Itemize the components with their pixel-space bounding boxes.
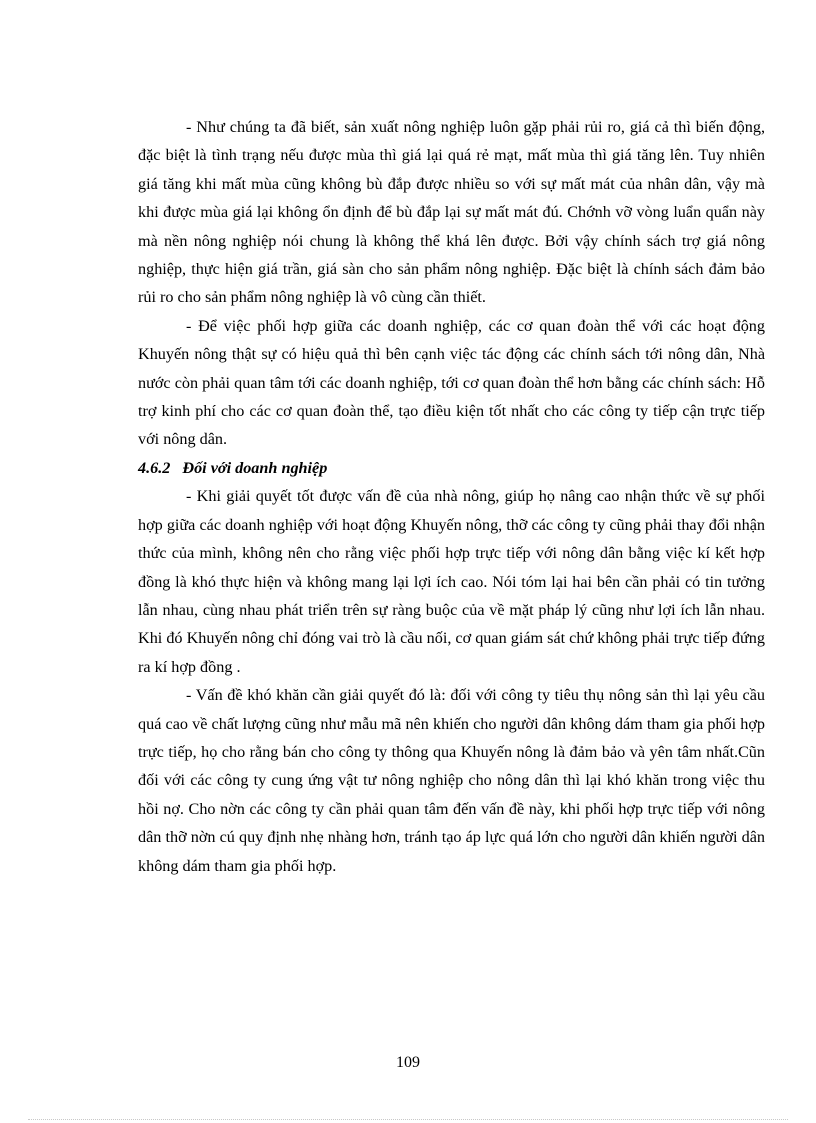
bottom-divider — [28, 1119, 788, 1120]
paragraph-agricultural-risk: - Như chúng ta đã biết, sản xuất nông nghiệp luôn gặp phải rủi ro, giá cả thì biến động, đặc biệt là tình trạng nếu được mùa thì giá lại quá rẻ mạt, mất mùa thì giá tăng lên. Tuy nhiên giá tăng khi mất mùa cũng không bù đắp được nhiều so với sự mất mát của nhân dân, vậy mà khi được mùa giá lại không ổn định để bù đắp lại sự mất mát đú. Chớnh vỡ vòng luẩn quẩn này mà nền nông nghiệp nói chung là không thể khá lên được. Bởi vậy chính sách trợ giá nông nghiệp, thực hiện giá trần, giá sàn cho sản phẩm nông nghiệp. Đặc biệt là chính sách đảm bảo rủi ro cho sản phẩm nông nghiệp là vô cùng cần thiết. — [138, 118, 765, 307]
section-heading — [138, 454, 765, 482]
section-number: 4.6.2 — [138, 458, 171, 477]
document-body — [138, 113, 765, 880]
paragraph-state-support-policy: - Để việc phối hợp giữa các doanh nghiệp, các cơ quan đoàn thể với các hoạt động Khuyến nông thật sự có hiệu quả thì bên cạnh việc tác động các chính sách tới nông dân, Nhà nước còn phải quan tâm tới các doanh nghiệp, tới cơ quan đoàn thể hơn bằng các chính sách: Hỗ trợ kinh phí cho các cơ quan đoàn thể, tạo điều kiện tốt nhất cho các công ty tiếp cận trực tiếp với nông dân. — [138, 316, 765, 449]
page-number: 109 — [396, 1054, 420, 1071]
paragraph-difficulties: - Vấn đề khó khăn cần giải quyết đó là: đối với công ty tiêu thụ nông sản thì lại yêu cầu quá cao về chất lượng cũng như mẫu mã nên khiến cho người dân không dám tham gia phối hợp trực tiếp, họ cho rằng bán cho công ty thông qua Khuyến nông là đảm bảo và yên tâm nhất.Cũn đối với các công ty cung ứng vật tư nông nghiệp cho nông dân thì lại khó khăn trong việc thu hồi nợ. Cho nờn các công ty cần phải quan tâm đến vấn đề này, khi phối hợp trực tiếp với nông dân thỡ nờn cú quy định nhẹ nhàng hơn, tránh tạo áp lực quá lớn cho người dân khiến người dân không dám tham gia phối hợp. — [138, 686, 765, 875]
paragraph-business-awareness: - Khi giải quyết tốt được vấn đề của nhà nông, giúp họ nâng cao nhận thức về sự phối hợp giữa các doanh nghiệp với hoạt động Khuyến nông, thỡ các công ty cũng phải thay đổi nhận thức của mình, không nên cho rằng việc phối hợp trực tiếp với nông dân bằng việc kí kết hợp đồng là khó thực hiện và không mang lại lợi ích cao. Nói tóm lại hai bên cần phải có tin tưởng lẫn nhau, cùng nhau phát triển trên sự ràng buộc của về mặt pháp lý cũng như lợi ích lẫn nhau. Khi đó Khuyến nông chỉ đóng vai trò là cầu nối, cơ quan giám sát chứ không phải trực tiếp đứng ra kí hợp đồng . — [138, 487, 765, 676]
section-title: Đối với doanh nghiệp — [182, 458, 328, 477]
